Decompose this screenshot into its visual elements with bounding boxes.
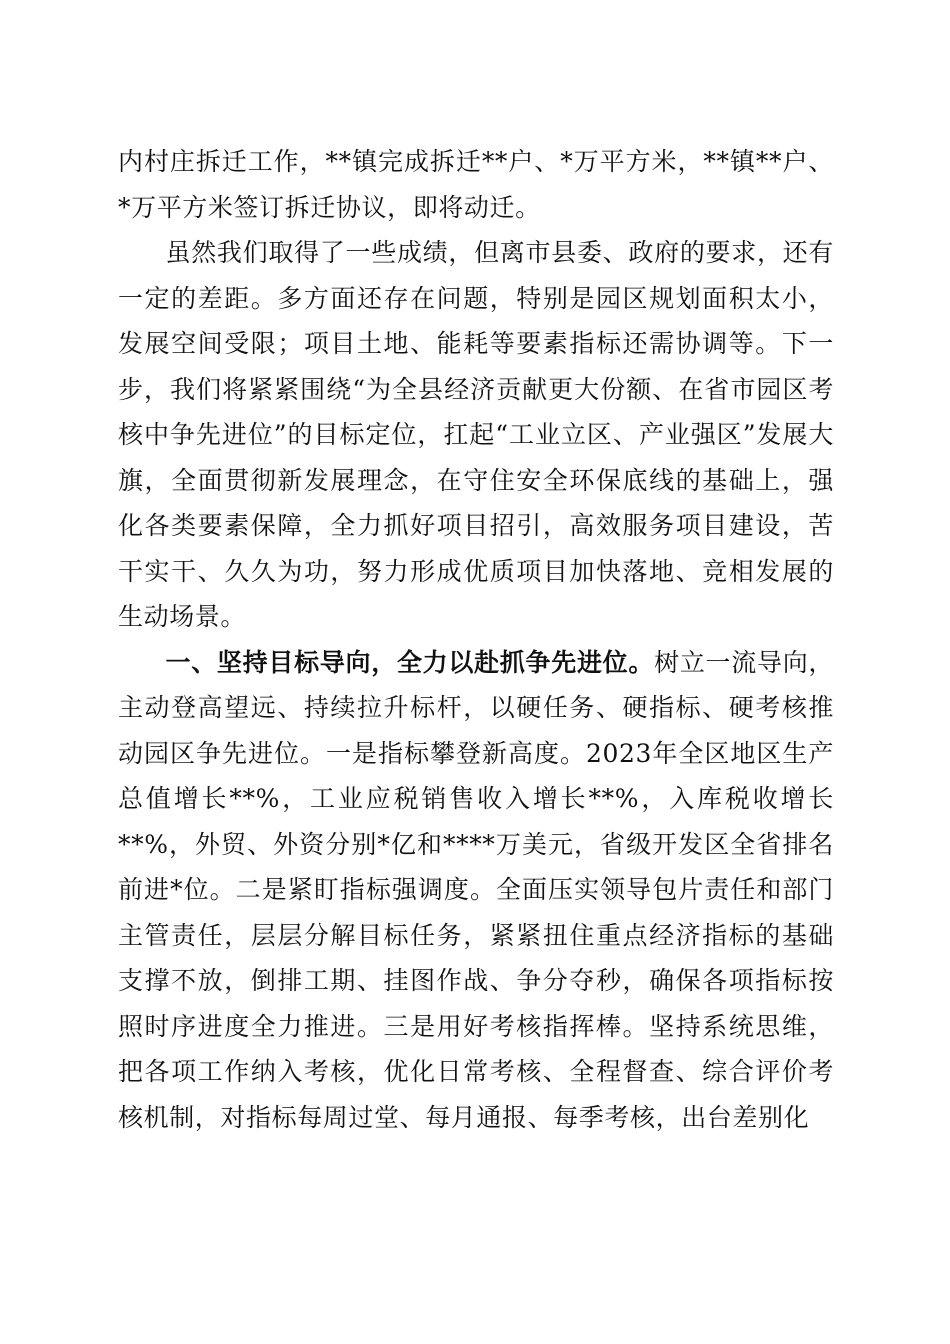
paragraph-summary: 虽然我们取得了一些成绩，但离市县委、政府的要求，还有一定的差距。多方面还存在问题，特别是园区规划面积太小，发展空间受限；项目土地、能耗等要素指标还需协调等。下一步，我们将紧紧围绕“为全县经济贡献更大份额、在省市园区考核中争先进位”的目标定位，扛起“工业立区、产业强区”发展大旗，全面贯彻新发展理念，在守住安全环保底线的基础上，强化各类要素保障，全力抓好项目招引，高效服务项目建设，苦干实干、久久为功，努力形成优质项目加快落地、竞相发展的生动场景。 <box>118 238 834 631</box>
section-body: 树立一流导向，主动登高望远、持续拉升标杆，以硬任务、硬指标、硬考核推动园区争先进位。一是指标攀登新高度。2023年全区地区生产总值增长**%，工业应税销售收入增长**%，入库税收增长**%，外贸、外资分别*亿和****万美元，省级开发区全省排名前进*位。二是紧盯指标强调度。全面压实领导包片责任和部门主管责任，层层分解目标任务，紧紧扭住重点经济指标的基础支撑不放，倒排工期、挂图作战、争分夺秒，确保各项指标按照时序进度全力推进。三是用好考核指挥棒。坚持系统思维，把各项工作纳入考核，优化日常考核、全程督查、综合评价考核机制，对指标每周过堂、每月通报、每季考核，出台差别化 <box>118 647 835 1132</box>
document-body <box>118 139 834 1140</box>
section-heading: 一、坚持目标导向，全力以赴抓争先进位。 <box>165 647 655 677</box>
paragraph-section-one <box>118 640 834 1141</box>
paragraph-continuation: 内村庄拆迁工作，**镇完成拆迁**户、*万平方米，**镇**户、*万平方米签订拆迁协议，即将动迁。 <box>118 147 834 222</box>
